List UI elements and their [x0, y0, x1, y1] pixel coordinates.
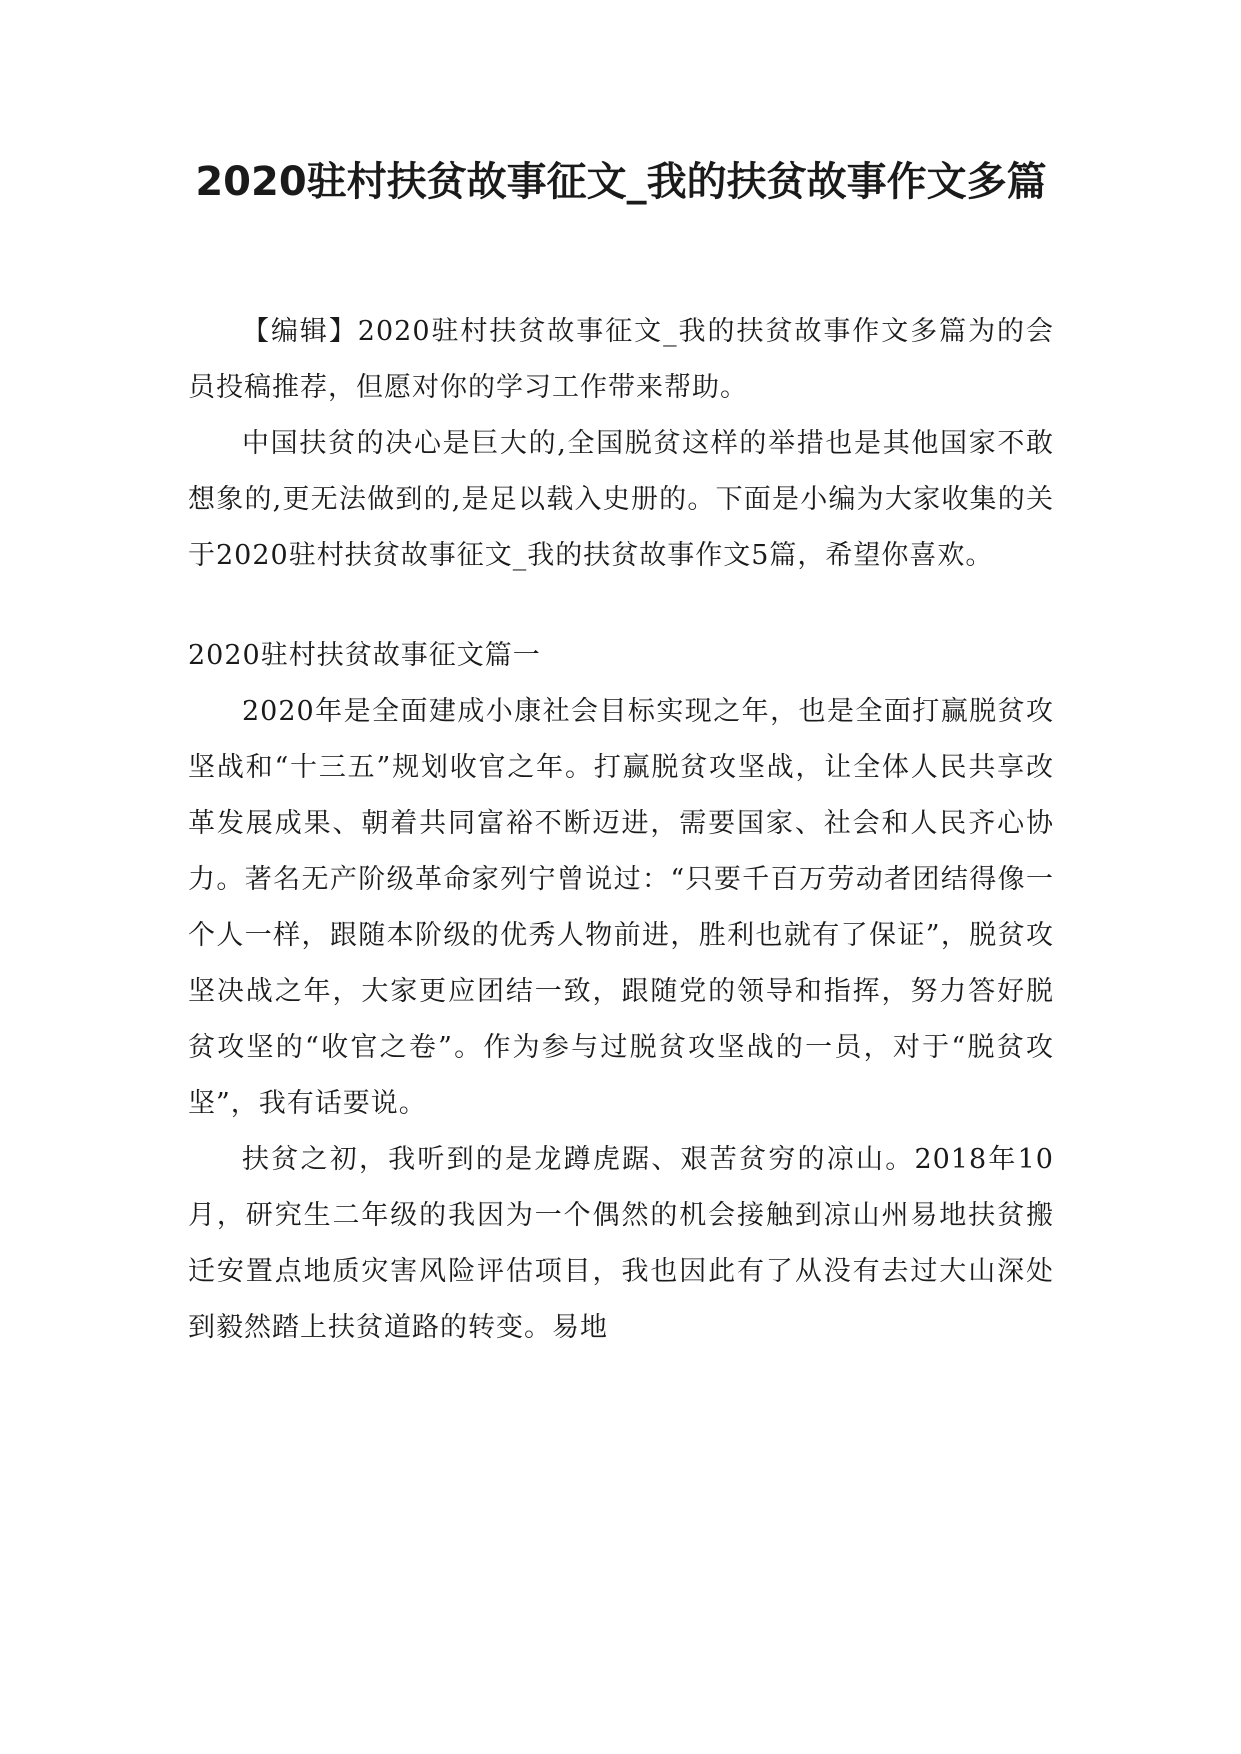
intro-section [188, 304, 1054, 584]
body-paragraph: 扶贫之初，我听到的是龙蹲虎踞、艰苦贫穷的凉山。2018年10月，研究生二年级的我因为一个偶然的机会接触到凉山州易地扶贫搬迁安置点地质灾害风险评估项目，我也因此有了从没有去过大山深处到毅然踏上扶贫道路的转变。易地 [188, 1144, 1054, 1343]
document-title: 2020驻村扶贫故事征文_我的扶贫故事作文多篇 [195, 159, 1047, 205]
document-page [188, 150, 1054, 1356]
body-paragraph: 2020年是全面建成小康社会目标实现之年，也是全面打赢脱贫攻坚战和“十三五”规划收官之年。打赢脱贫攻坚战，让全体人民共享改革发展成果、朝着共同富裕不断迈进，需要国家、社会和人民齐心协力。著名无产阶级革命家列宁曾说过：“只要千百万劳动者团结得像一个人一样，跟随本阶级的优秀人物前进，胜利也就有了保证”，脱贫攻坚决战之年，大家更应团结一致，跟随党的领导和指挥，努力答好脱贫攻坚的“收官之卷”。作为参与过脱贫攻坚战的一员，对于“脱贫攻坚”，我有话要说。 [188, 696, 1054, 1119]
intro-paragraph: 中国扶贫的决心是巨大的,全国脱贫这样的举措也是其他国家不敢想象的,更无法做到的,是足以载入史册的。下面是小编为大家收集的关于2020驻村扶贫故事征文_我的扶贫故事作文5篇，希望你喜欢。 [188, 428, 1054, 571]
section-heading: 2020驻村扶贫故事征文篇一 [188, 640, 541, 671]
body-section [188, 684, 1054, 1356]
intro-paragraph: 【编辑】2020驻村扶贫故事征文_我的扶贫故事作文多篇为的会员投稿推荐，但愿对你的学习工作带来帮助。 [188, 316, 1054, 403]
